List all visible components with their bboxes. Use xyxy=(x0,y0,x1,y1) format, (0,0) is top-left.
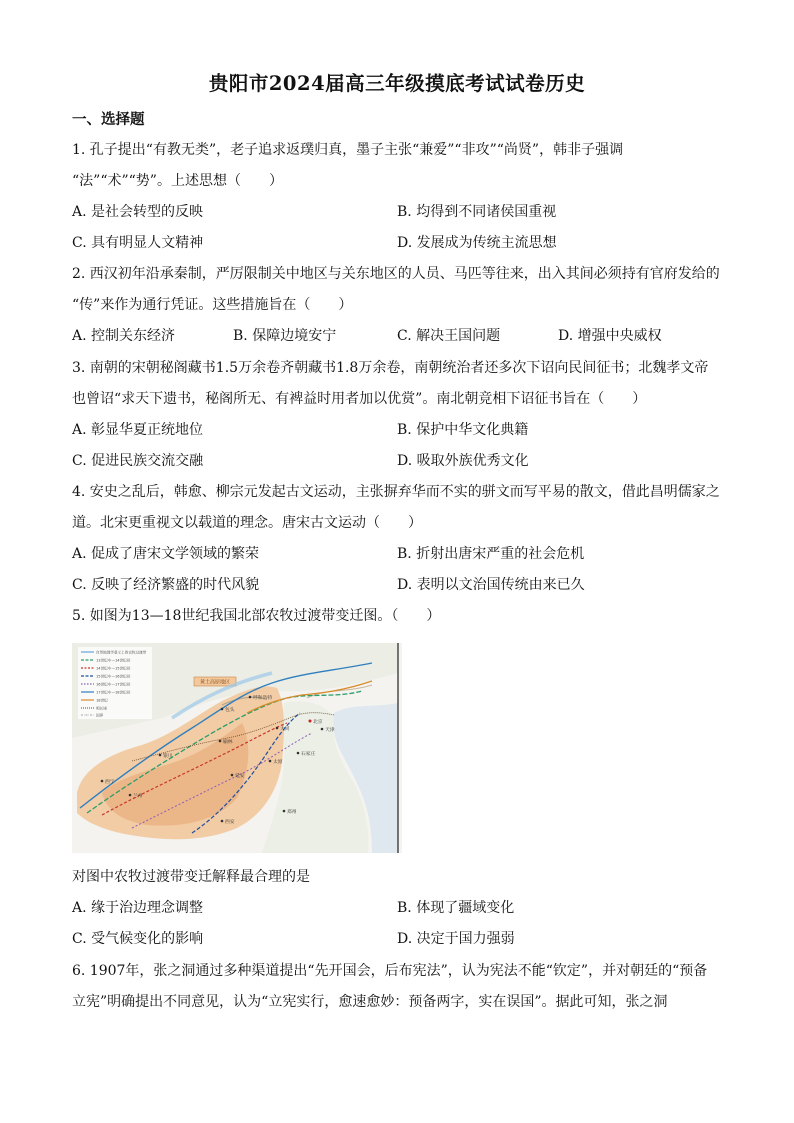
question-5-stem-line-1: 5. 如图为13—18世纪我国北部农牧过渡带变迁图。（ ） xyxy=(72,608,441,624)
question-5-option-c[interactable]: C. 受气候变化的影响 xyxy=(72,931,204,947)
city-label: 大同 xyxy=(280,727,290,732)
farming-pastoral-transition-map xyxy=(72,643,402,853)
city-label: 榆林 xyxy=(223,740,233,745)
question-6-stem-line-2: 立宪”明确提出不同意见，认为“立宪实行，愈速愈妙：预备两字，实在误国”。据此可知，张之洞 xyxy=(72,994,668,1010)
question-1-stem-line-2: “法”“术”“势”。上述思想（ ） xyxy=(72,173,283,189)
region-label: 黄土高原地区 xyxy=(199,679,231,686)
question-5-follow-up: 对图中农牧过渡带变迁解释最合理的是 xyxy=(72,869,310,885)
city-label: 兰州 xyxy=(133,794,143,799)
question-2-option-b[interactable]: B. 保障边境安宁 xyxy=(233,328,337,344)
section-heading: 一、选择题 xyxy=(72,111,145,128)
question-2-option-c[interactable]: C. 解决王国问题 xyxy=(397,328,501,344)
city-label: 北京 xyxy=(313,720,323,725)
question-1-stem-line-1: 1. 孔子提出“有教无类”，老子追求返璞归真，墨子主张“兼爱”“非攻”“尚贤”，韩非子强调 xyxy=(72,142,624,158)
question-4-option-d[interactable]: D. 表明以文治国传统由来已久 xyxy=(397,577,585,593)
question-1-option-b[interactable]: B. 均得到不同诸侯国重视 xyxy=(397,204,557,220)
city-label: 呼和浩特 xyxy=(253,696,273,701)
question-3-option-c[interactable]: C. 促进民族交流交融 xyxy=(72,453,204,469)
legend-item: 17世纪中—18世纪初 xyxy=(96,690,131,695)
city-label: 郑州 xyxy=(287,810,297,815)
legend-item: 明长城 xyxy=(96,706,107,711)
question-2-stem-line-2: “传”来作为通行凭证。这些措施旨在（ ） xyxy=(72,297,353,313)
question-3-option-a[interactable]: A. 彰显华夏正统地位 xyxy=(72,422,204,438)
question-1-option-a[interactable]: A. 是社会转型的反映 xyxy=(72,204,204,220)
legend-item: 13世纪中—14世纪初 xyxy=(96,658,131,663)
question-1-option-d[interactable]: D. 发展成为传统主流思想 xyxy=(397,235,557,251)
question-6-stem-line-1: 6. 1907年，张之洞通过多种渠道提出“先开国会，后布宪法”，认为宪法不能“钦定”，并对朝廷的“预备 xyxy=(72,963,708,979)
city-label: 天津 xyxy=(325,728,335,733)
city-label: 西安 xyxy=(225,820,235,825)
city-label: 石家庄 xyxy=(301,752,316,757)
question-3-option-d[interactable]: D. 吸取外族优秀文化 xyxy=(397,453,529,469)
question-4-option-b[interactable]: B. 折射出唐宋严重的社会危机 xyxy=(397,546,585,562)
question-4-option-a[interactable]: A. 促成了唐宋文学领域的繁荣 xyxy=(72,546,260,562)
question-2-option-a[interactable]: A. 控制关东经济 xyxy=(72,328,176,344)
city-label: 西宁 xyxy=(105,780,115,785)
city-label: 包头 xyxy=(225,708,235,713)
legend-item: 15世纪中—16世纪初 xyxy=(96,674,131,679)
question-4-stem-line-1: 4. 安史之乱后，韩愈、柳宗元发起古文运动，主张摒弃华而不实的骈文而写平易的散文，借此昌明儒家之 xyxy=(72,484,720,500)
map-figure xyxy=(72,643,402,853)
city-label: 银川 xyxy=(163,754,173,759)
question-1-option-c[interactable]: C. 具有明显人文精神 xyxy=(72,235,204,251)
question-5-option-b[interactable]: B. 体现了疆域变化 xyxy=(397,900,515,916)
city-label: 太原 xyxy=(273,760,283,765)
page-title: 贵阳市2024届高三年级摸底考试试卷历史 xyxy=(208,72,586,95)
legend-item: 18世纪 xyxy=(96,698,108,703)
legend-item: 自然地理学意义上的农牧过渡带 xyxy=(96,650,147,655)
question-2-stem-line-1: 2. 西汉初年沿承秦制，严厉限制关中地区与关东地区的人员、马匹等往来，出入其间必须持有官府发给的 xyxy=(72,266,720,282)
question-3-stem-line-2: 也曾诏“求天下遗书，秘阁所无、有裨益时用者加以优赏”。南北朝竞相下诏征书旨在（ ） xyxy=(72,391,647,407)
question-3-option-b[interactable]: B. 保护中华文化典籍 xyxy=(397,422,529,438)
legend-item: 国界 xyxy=(96,713,104,718)
legend-item: 14世纪中—15世纪初 xyxy=(96,666,131,671)
question-4-stem-line-2: 道。北宋更重视文以载道的理念。唐宋古文运动（ ） xyxy=(72,515,422,531)
question-4-option-c[interactable]: C. 反映了经济繁盛的时代风貌 xyxy=(72,577,260,593)
question-3-stem-line-1: 3. 南朝的宋朝秘阁藏书1.5万余卷齐朝藏书1.8万余卷，南朝统治者还多次下诏向民间征书；北魏孝文帝 xyxy=(72,360,709,376)
city-label: 延安 xyxy=(235,774,245,779)
question-5-option-d[interactable]: D. 决定于国力强弱 xyxy=(397,931,515,947)
question-5-option-a[interactable]: A. 缘于治边理念调整 xyxy=(72,900,204,916)
legend-item: 16世纪中—17世纪初 xyxy=(96,682,131,687)
question-2-option-d[interactable]: D. 增强中央威权 xyxy=(558,328,662,344)
